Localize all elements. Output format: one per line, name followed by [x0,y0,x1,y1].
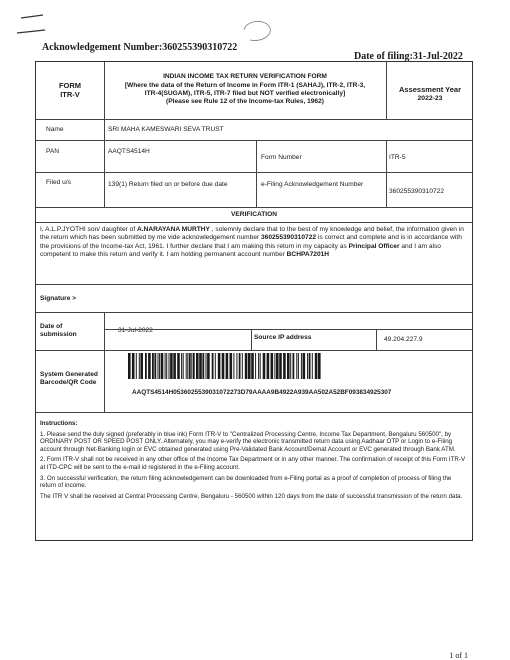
barcode-bar [222,353,225,379]
source-ip-label: Source IP address [254,334,312,341]
barcode-bar [255,353,256,379]
barcode-bar [274,353,275,379]
verification-ack: 360255390310722 [261,234,317,242]
barcode-bar [307,353,308,379]
barcode-bar [154,353,156,379]
date-submission-value: 31-Jul-2022 [118,327,153,334]
barcode-bar [181,353,182,379]
barcode-bar [298,353,299,379]
father-name: A.NARAYANA MURTHY [137,226,210,233]
instruction-item-2: 2. Form ITR-V shall not be received in any other office of the Income Tax Department or in any other manner. The confirmation of receipt of this Form ITR-V at ITD-CPC will be sent to the e-mail id registered in the e-Filing account. [40,456,466,471]
verification-text: I, A.L.P.JYOTHI son/ daughter of A.NARAYANA MURTHY , solemnly declare that to the best of my knowledge and belief, the information given in the return which has been submitted by me vide acknowledgement number 360255390310722 is correct and complete and is in accordance with the provisions of the Income-tax Act, 1961. I further declare that I am making this return in my capacity as Principal Officer and I am also competent to make this return and verify it. I am holding permanent account number BCHPA7201H [40,226,464,259]
barcode-bar [236,353,237,379]
instruction-item-1: 1. Please send the duly signed (preferably in blue ink) Form ITR-V to "Centralized Processing Centre, Income Tax Department, Bengaluru 560500", by ORDINARY POST OR SPEED POST ONLY. Alternately, you may e-verify the electronic transmitted return data using Aadhaar OTP or Login to e-Filing account through Net-Banking login or EVC obtained generated using Pre-Validated Bank Account/Demat Account or EVC generated through Bank ATM. [40,430,456,453]
pan-value: AAQTS4514H [108,148,150,155]
barcode-bar [191,353,192,379]
barcode-bar [260,353,261,379]
barcode-bar [193,353,195,379]
barcode-bar [230,353,233,379]
form-title-main: INDIAN INCOME TAX RETURN VERIFICATION FORM [163,73,327,80]
form-subtitle-3: (Please see Rule 12 of the Income-tax Rules, 1962) [166,98,324,105]
barcode-bar [132,353,135,379]
pan-label: PAN [46,148,60,155]
barcode-bar [271,353,274,379]
barcode-bar [287,353,290,379]
itr-v-form [35,61,473,541]
verification-heading: VERIFICATION [230,211,278,218]
barcode-bar [136,353,137,379]
barcode-bar [128,353,131,379]
barcode-bar [158,353,159,379]
barcode-bar [212,353,214,379]
barcode-image [128,353,322,379]
barcode-bar [170,353,173,379]
barcode-bar [276,353,279,379]
barcode-bar [226,353,229,379]
page-number: 1 of 1 [449,651,468,660]
assessment-year: Assessment Year 2022-23 [399,85,461,102]
source-ip-value: 49.204.227.9 [384,336,423,343]
instruction-item-3: 3. On successful verification, the return filing acknowledgement can be downloaded from e-Filing portal as a proof of completion of process of filing the return of income. [40,474,452,490]
signature-label: Signature > [40,295,77,302]
signature-scribble [240,18,274,44]
barcode-bar [248,353,251,379]
barcode-bar [206,353,207,379]
barcode-bar [148,353,151,379]
barcode-bar [183,353,184,379]
handwritten-mark [15,14,55,38]
filed-us-value: 139(1) Return filed on or before due date [108,181,228,188]
instructions-heading: Instructions: [40,420,78,427]
barcode-bar [251,353,254,379]
barcode-bar [189,353,191,379]
barcode-bar [218,353,221,379]
date-value: 31-Jul-2022 [412,51,463,62]
barcode-bar [207,353,210,379]
name-label: Name [46,126,64,133]
barcode-bar [173,353,176,379]
form-title [106,73,384,106]
barcode-bar [177,353,180,379]
barcode-bar [159,353,160,379]
filed-us-label: Filed u/s [46,179,71,186]
form-number-label: Form Number [261,154,302,161]
form-subtitle-1: [Where the data of the Return of Income in Form ITR-1 (SAHAJ), ITR-2, ITR-3, [124,82,366,89]
date-submission-label: Date of submission [40,323,77,338]
form-subtitle-2: ITR-4(SUGAM), ITR-5, ITR-7 filed but NOT verified electronically] [144,90,346,97]
ack-label: Acknowledgement Number: [42,42,163,53]
capacity: Principal Officer [348,242,400,250]
barcode-label: System Generated Barcode/QR Code [40,371,98,386]
barcode-bar [165,353,166,379]
barcode-bar [296,353,297,379]
barcode-bar [267,353,270,379]
barcode-bar [290,353,291,379]
instructions-footer: The ITR V shall be received at Central Processing Centre, Bengaluru - 560500 within 120 days from the date of successful transmission of the return data. [40,492,463,500]
barcode-bar [239,353,241,379]
barcode-bar [161,353,164,379]
barcode-bar [312,353,313,379]
ack-number-header [42,42,237,53]
barcode-bar [263,353,266,379]
form-label: FORM ITR-V [58,81,82,99]
barcode-bar [309,353,311,379]
ack-number: 360255390310722 [162,42,238,53]
barcode-bar [139,353,140,379]
barcode-bar [301,353,302,379]
barcode-bar [140,353,143,379]
barcode-bar [169,353,170,379]
barcode-bar [145,353,147,379]
barcode-bar [293,353,295,379]
barcode-bar [202,353,204,379]
barcode-bar [258,353,259,379]
form-number-value: ITR-5 [389,154,406,161]
barcode-bar [303,353,306,379]
barcode-bar [283,353,286,379]
barcode-bar [186,353,187,379]
date-label: Date of filing: [354,51,413,62]
barcode-bar [318,353,321,379]
barcode-bar [187,353,188,379]
barcode-bar [315,353,318,379]
barcode-bar [152,353,154,379]
barcode-text: AAQTS4514H0536025539031072273D79AAAA9B4922A939AA502A52BF093834925307 [132,389,392,396]
barcode-bar [242,353,243,379]
instructions [40,420,468,503]
barcode-bar [196,353,199,379]
barcode-bar [245,353,248,379]
barcode-bar [279,353,282,379]
barcode-bar [233,353,234,379]
verifier-pan: BCHPA7201H [286,251,330,259]
barcode-bar [199,353,202,379]
efiling-ack-value: 360255390310722 [389,188,445,195]
barcode-bar [215,353,216,379]
efiling-ack-label: e-Filing Acknowledgement Number [261,181,364,188]
name-value: SRI MAHA KAMESWARI SEVA TRUST [108,126,224,133]
barcode-bar [166,353,167,379]
